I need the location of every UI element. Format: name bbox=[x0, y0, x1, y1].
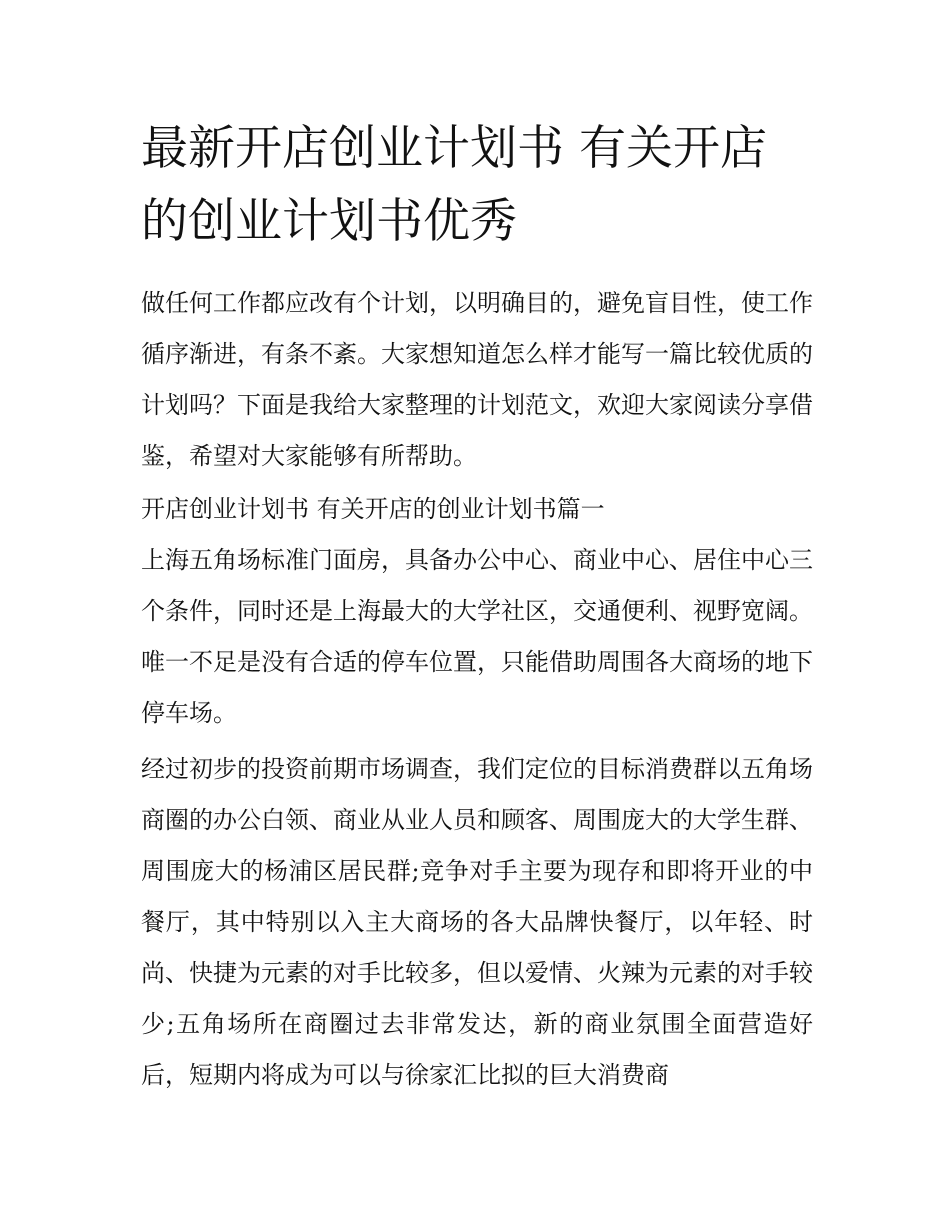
body-paragraph-market: 经过初步的投资前期市场调查，我们定位的目标消费群以五角场商圈的办公白领、商业从业人员和顾客、周围庞大的大学生群、周围庞大的杨浦区居民群;竞争对手主要为现存和即将开业的中餐厅，其中特别以入主大商场的各大品牌快餐厅，以年轻、时尚、快捷为元素的对手比较多，但以爱情、火辣为元素的对手较少;五角场所在商圈过去非常发达，新的商业氛围全面营造好后，短期内将成为可以与徐家汇比拟的巨大消费商 bbox=[141, 755, 813, 1089]
body-paragraph-location: 上海五角场标准门面房，具备办公中心、商业中心、居住中心三个条件，同时还是上海最大的大学社区，交通便利、视野宽阔。唯一不足是没有合适的停车位置，只能借助周围各大商场的地下停车场。 bbox=[141, 546, 813, 727]
intro-paragraph: 做任何工作都应改有个计划，以明确目的，避免盲目性，使工作循序渐进，有条不紊。大家想知道怎么样才能写一篇比较优质的计划吗？下面是我给大家整理的计划范文，欢迎大家阅读分享借鉴，希望对大家能够有所帮助。 bbox=[141, 289, 813, 470]
document-body bbox=[141, 112, 813, 1101]
section-heading: 开店创业计划书 有关开店的创业计划书篇一 bbox=[141, 495, 605, 523]
document-title: 最新开店创业计划书 有关开店的创业计划书优秀 bbox=[141, 121, 767, 249]
